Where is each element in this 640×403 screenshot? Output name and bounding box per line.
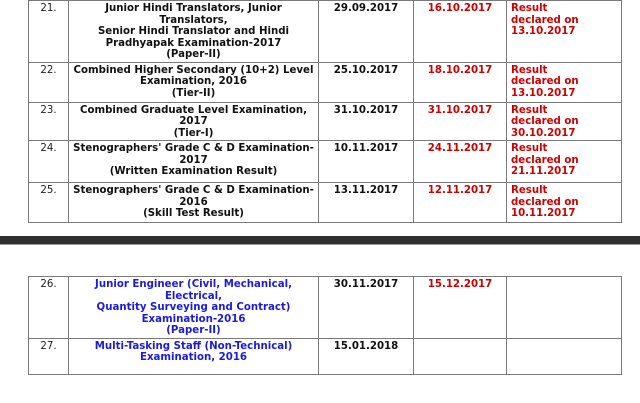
result-status-line: 10.11.2017 (511, 208, 576, 219)
results-table-bottom (28, 276, 622, 375)
result-status-line: 13.10.2017 (511, 87, 576, 99)
serial-number-cell: 23. (29, 102, 69, 141)
result-status-line: 13.10.2017 (511, 26, 576, 37)
table-row (29, 277, 622, 339)
serial-number-cell: 24. (29, 141, 69, 183)
tentative-result-date-cell: 15.12.2017 (414, 277, 507, 339)
exam-name-line: Combined Graduate Level Examination, 2017 (80, 104, 307, 127)
exam-date-cell: 29.09.2017 (319, 1, 414, 63)
page-divider (0, 236, 640, 245)
result-status-line: Result (511, 143, 548, 154)
exam-name-line: Senior Hindi Translator and Hindi (97, 26, 290, 37)
result-status-cell (507, 62, 622, 102)
result-status-line: declared on (511, 76, 579, 87)
exam-name-line: Junior Hindi Translators, Junior Translators, (105, 3, 282, 26)
result-status-line: Result (511, 64, 548, 76)
exam-name-cell (69, 102, 319, 141)
result-status-line: Result (511, 104, 548, 116)
table-row (29, 338, 622, 374)
exam-name-line[interactable]: Quantity Surveying and Contract) (96, 302, 291, 313)
table-row (29, 62, 622, 102)
result-status-line: declared on (511, 154, 579, 166)
result-status-cell (507, 277, 622, 339)
exam-name-line: (Skill Test Result) (143, 208, 244, 219)
exam-name-line: 2016 (179, 196, 208, 208)
serial-number-cell: 25. (29, 183, 69, 223)
tentative-result-date-cell: 12.11.2017 (414, 183, 507, 223)
serial-number-cell: 26. (29, 277, 69, 339)
exam-date-cell: 30.11.2017 (319, 277, 414, 339)
serial-number-cell: 22. (29, 62, 69, 102)
tentative-result-date-cell: 24.11.2017 (414, 141, 507, 183)
result-status-line: declared on (511, 116, 579, 127)
tentative-result-date-cell: 16.10.2017 (414, 1, 507, 63)
exam-name-line: (Written Examination Result) (109, 166, 278, 177)
table-row (29, 1, 622, 63)
exam-name-line[interactable]: Examination, 2016 (139, 352, 248, 363)
exam-name-line[interactable]: Examination-2016 (141, 313, 246, 325)
exam-name-line: Combined Higher Secondary (10+2) Level (73, 64, 314, 76)
result-status-cell (507, 338, 622, 374)
exam-name-line[interactable]: Multi-Tasking Staff (Non-Technical) (94, 340, 293, 352)
table-row (29, 102, 622, 141)
tentative-result-date-cell: 18.10.2017 (414, 62, 507, 102)
exam-name-line: (Paper-II) (166, 49, 221, 60)
exam-name-line: (Tier-I) (173, 127, 214, 139)
result-status-line: Result (511, 3, 548, 14)
exam-name-line: (Tier-II) (171, 87, 216, 99)
exam-name-cell[interactable] (69, 338, 319, 374)
exam-name-cell[interactable] (69, 277, 319, 339)
serial-number-cell: 27. (29, 338, 69, 374)
exam-name-line: Stenographers' Grade C & D Examination- (73, 185, 314, 196)
exam-name-line[interactable]: Junior Engineer (Civil, Mechanical, Electrical, (95, 279, 292, 302)
exam-name-line: Pradhyapak Examination-2017 (105, 37, 282, 49)
serial-number-cell: 21. (29, 1, 69, 63)
result-status-cell (507, 1, 622, 63)
exam-name-line[interactable]: (Paper-II) (166, 325, 221, 336)
results-table-top (28, 0, 622, 223)
result-status-line: 21.11.2017 (511, 166, 576, 177)
table-row (29, 141, 622, 183)
result-status-cell (507, 141, 622, 183)
exam-date-cell: 10.11.2017 (319, 141, 414, 183)
result-status-cell (507, 183, 622, 223)
exam-name-cell (69, 183, 319, 223)
tentative-result-date-cell (414, 338, 507, 374)
exam-date-cell: 13.11.2017 (319, 183, 414, 223)
exam-name-cell (69, 141, 319, 183)
exam-name-line: 2017 (179, 154, 208, 166)
result-status-line: Result (511, 185, 548, 196)
exam-date-cell: 15.01.2018 (319, 338, 414, 374)
result-status-cell (507, 102, 622, 141)
result-status-line: declared on (511, 196, 579, 208)
exam-date-cell: 25.10.2017 (319, 62, 414, 102)
table-row (29, 183, 622, 223)
exam-name-cell (69, 1, 319, 63)
exam-name-line: Stenographers' Grade C & D Examination- (73, 143, 314, 154)
tentative-result-date-cell: 31.10.2017 (414, 102, 507, 141)
exam-date-cell: 31.10.2017 (319, 102, 414, 141)
result-status-line: 30.10.2017 (511, 127, 576, 139)
result-status-line: declared on (511, 14, 579, 26)
exam-name-cell (69, 62, 319, 102)
exam-name-line: Examination, 2016 (139, 76, 248, 87)
